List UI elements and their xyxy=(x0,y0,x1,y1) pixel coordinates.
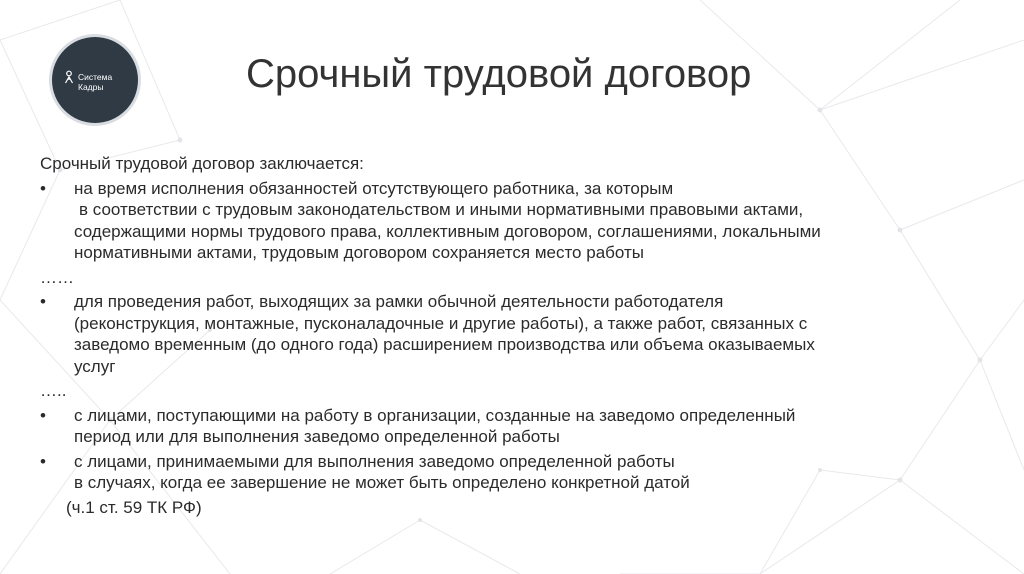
legal-reference: (ч.1 ст. 59 ТК РФ) xyxy=(66,497,202,517)
list-item-line: период или для выполнения заведомо определенной работы xyxy=(74,427,560,446)
ellipsis: …… xyxy=(40,267,74,287)
list-item-line: в случаях, когда ее завершение не может быть определено конкретной датой xyxy=(74,473,690,492)
list-item-line: в соответствии с трудовым законодательством и иными нормативными правовыми актами, xyxy=(79,200,804,219)
list-item-line: заведомо временным (до одного года) расширением производства или объема оказываемых xyxy=(74,335,815,354)
list-item xyxy=(40,291,980,377)
logo-text xyxy=(78,72,112,92)
list-item-line: услуг xyxy=(74,356,116,376)
list-item-line: (реконструкция, монтажные, пусконаладочные и другие работы), а также работ, связанных с xyxy=(74,313,808,333)
list-item-line: с лицами, принимаемыми для выполнения заведомо определенной работы xyxy=(74,451,675,471)
bullet-icon: • xyxy=(40,405,46,425)
logo-line-1: Система xyxy=(78,72,113,82)
list-item xyxy=(40,178,980,264)
list-item-line: для проведения работ, выходящих за рамки обычной деятельности работодателя xyxy=(74,292,724,311)
bullet-icon: • xyxy=(40,292,46,311)
list-item xyxy=(40,451,980,494)
logo-badge xyxy=(52,37,138,123)
intro-text: Срочный трудовой договор заключается: xyxy=(40,154,364,173)
list-item-line: с лицами, поступающими на работу в организации, созданные на заведомо определенный xyxy=(74,405,796,425)
bullet-icon: • xyxy=(40,178,46,198)
ellipsis: ….. xyxy=(40,381,67,400)
list-item xyxy=(40,405,980,448)
bullet-icon: • xyxy=(40,451,46,471)
slide-body xyxy=(40,153,980,535)
list-item-line: содержащими нормы трудового права, коллективным договором, соглашениями, локальными xyxy=(74,221,821,241)
list-item-line: нормативными актами, трудовым договором сохраняется место работы xyxy=(74,243,644,262)
slide-title: Срочный трудовой договор xyxy=(246,52,752,96)
list-item-line: на время исполнения обязанностей отсутствующего работника, за которым xyxy=(74,178,674,198)
logo-line-2: Кадры xyxy=(78,82,104,92)
person-chat-icon xyxy=(64,70,78,86)
